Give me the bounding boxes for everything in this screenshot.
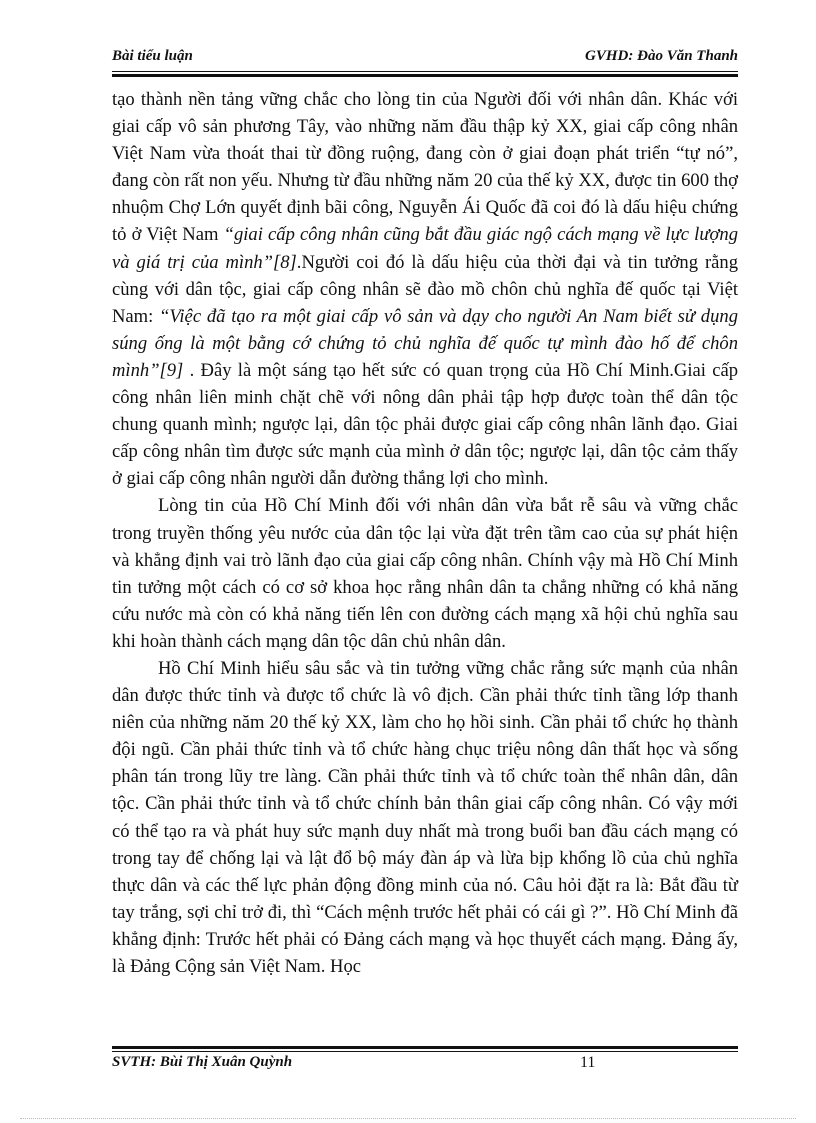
page-header xyxy=(112,48,738,70)
body-text xyxy=(112,86,738,980)
paragraph-1-part-2: .Người coi đó là dấu hiệu của thời đại và tin tưởng rằng cùng với dân tộc, giai cấp công nhân sẽ đào mồ chôn chủ nghĩa đế quốc tại Việt Nam: xyxy=(112,251,738,327)
paragraph-1-part-1: tạo thành nền tảng vững chắc cho lòng tin của Người đối với nhân dân. Khác với giai cấp vô sản phương Tây, vào những năm đầu thập kỷ XX, giai cấp công nhân Việt Nam vừa thoát thai từ đồng ruộng, đang còn ở giai đoạn phát triển “tự nó”, đang còn rất non yếu. Nhưng từ đầu những năm 20 của thế kỷ XX, được tin 600 thợ nhuộm Chợ Lớn quyết định bãi công, Nguyễn Ái Quốc đã coi đó là dấu hiệu chứng tỏ ở Việt Nam xyxy=(112,89,738,246)
paragraph-1 xyxy=(112,86,738,492)
page-number: 11 xyxy=(580,1054,596,1071)
header-advisor: GVHD: Đào Văn Thanh xyxy=(585,48,738,64)
page-footer xyxy=(112,1054,738,1076)
quote-1: “giai cấp công nhân cũng bắt đầu giác ngộ cách mạng về lực lượng và giá trị của mình”[8] xyxy=(112,224,738,273)
paragraph-1-part-3: . Đây là một sáng tạo hết sức có quan trọng của Hồ Chí Minh.Giai cấp công nhân liên minh chặt chẽ với nông dân phải tập hợp được toàn thể dân tộc chung quanh mình; ngược lại, dân tộc phải được giai cấp công nhân lãnh đạo. Giai cấp công nhân tìm được sức mạnh của mình ở dân tộc; ngược lại, dân tộc cảm thấy ở giai cấp công nhân người dẫn đường thắng lợi cho mình. xyxy=(112,359,738,490)
footer-rule-thick xyxy=(112,1046,738,1049)
page-edge-divider xyxy=(20,1118,796,1120)
header-title: Bài tiểu luận xyxy=(112,48,193,64)
footer-author: SVTH: Bùi Thị Xuân Quỳnh xyxy=(112,1054,293,1070)
footer-rule-thin xyxy=(112,1051,738,1052)
paragraph-3: Hồ Chí Minh hiểu sâu sắc và tin tưởng vững chắc rằng sức mạnh của nhân dân được thức tỉnh và được tổ chức là vô địch. Cần phải thức tỉnh tầng lớp thanh niên của những năm 20 thế kỷ XX, làm cho họ hồi sinh. Cần phải tổ chức họ thành đội ngũ. Cần phải thức tỉnh và tổ chức hàng chục triệu nông dân thất học và sống phân tán trong lũy tre làng. Cần phải thức tỉnh và tổ chức toàn thể nhân dân, dân tộc. Cần phải thức tỉnh và tổ chức chính bản thân giai cấp công nhân. Có vậy mới có thể tạo ra và phát huy sức mạnh duy nhất mà trong buổi ban đầu cách mạng có trong tay để chống lại và lật đổ bộ máy đàn áp và lừa bịp khổng lồ của chủ nghĩa thực dân và các thế lực phản động đồng minh của nó. Câu hỏi đặt ra là: Bắt đầu từ tay trắng, sợi chỉ trở đi, thì “Cách mệnh trước hết phải có cái gì ?”. Hồ Chí Minh đã khẳng định: Trước hết phải có Đảng cách mạng và học thuyết cách mạng. Đảng ấy, là Đảng Cộng sản Việt Nam. Học xyxy=(112,657,738,977)
header-rule-thin xyxy=(112,71,738,72)
paragraph-2: Lòng tin của Hồ Chí Minh đối với nhân dân vừa bắt rễ sâu và vững chắc trong truyền thống yêu nước của dân tộc lại vừa đặt trên tầm cao của sự phát hiện và khẳng định vai trò lãnh đạo của giai cấp công nhân. Chính vậy mà Hồ Chí Minh tin tưởng một cách có cơ sở khoa học rằng nhân dân ta chẳng những có khả năng cứu nước mà còn có khả năng tiến lên con đường cách mạng xã hội chủ nghĩa sau khi hoàn thành cách mạng dân tộc dân chủ nhân dân. xyxy=(112,495,738,652)
header-rule-thick xyxy=(112,74,738,77)
quote-2: “Việc đã tạo ra một giai cấp vô sản và dạy cho người An Nam biết sử dụng súng ống là một bằng cớ chứng tỏ chủ nghĩa đế quốc tự mình đào hố để chôn mình”[9] xyxy=(112,305,738,381)
